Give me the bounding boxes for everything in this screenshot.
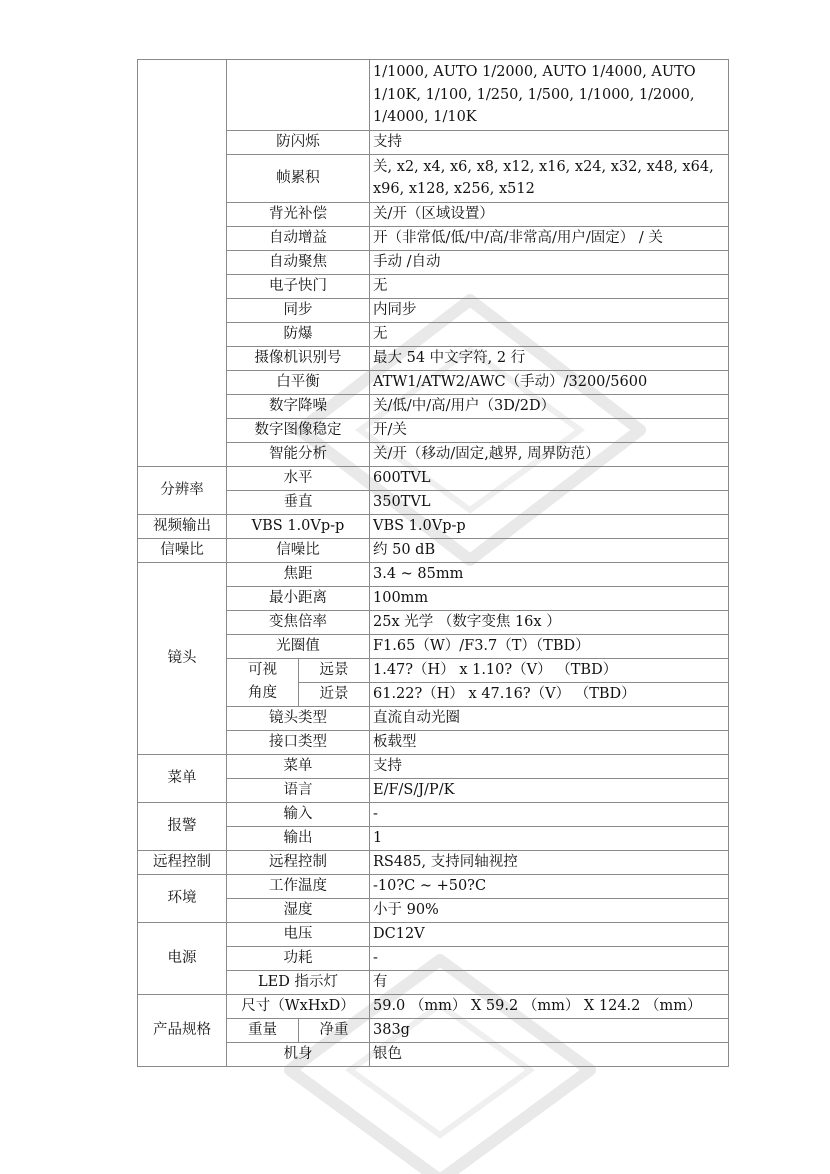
row-label: 自动聚焦	[227, 250, 370, 274]
table-row	[138, 970, 729, 994]
row-value: 支持	[370, 754, 729, 778]
group-label: 环境	[138, 874, 227, 922]
shutter-value: 1/1000, AUTO 1/2000, AUTO 1/4000, AUTO 1/10K, 1/100, 1/250, 1/500, 1/1000, 1/2000, 1/4000, 1/10K	[370, 60, 729, 131]
near-label: 近景	[299, 682, 370, 706]
table-row	[138, 874, 729, 898]
view-angle-label-line: 角度	[248, 685, 277, 701]
table-row	[138, 466, 729, 490]
row-label: 远程控制	[227, 850, 370, 874]
far-label: 远景	[299, 658, 370, 682]
row-label: 水平	[227, 466, 370, 490]
row-value: DC12V	[370, 922, 729, 946]
table-row	[138, 802, 729, 826]
row-label: VBS 1.0Vp-p	[227, 514, 370, 538]
table-row	[138, 826, 729, 850]
table-row	[138, 754, 729, 778]
row-value: 小于 90%	[370, 898, 729, 922]
table-row	[138, 610, 729, 634]
row-value: 无	[370, 274, 729, 298]
table-row	[138, 994, 729, 1018]
row-value: 600TVL	[370, 466, 729, 490]
near-value: 61.22?（H） x 47.16?（V） （TBD）	[370, 682, 729, 706]
row-label: 电压	[227, 922, 370, 946]
table-row	[138, 130, 729, 154]
row-value: -	[370, 802, 729, 826]
net-weight-label: 净重	[299, 1018, 370, 1042]
row-value: 直流自动光圈	[370, 706, 729, 730]
table-row	[138, 562, 729, 586]
table-row	[138, 250, 729, 274]
table-row	[138, 634, 729, 658]
view-angle-label-line: 可视	[248, 662, 277, 678]
row-label: 尺寸（WxHxD）	[227, 994, 370, 1018]
table-row	[138, 658, 729, 682]
row-label: 信噪比	[227, 538, 370, 562]
group-label: 报警	[138, 802, 227, 850]
row-value: 关, x2, x4, x6, x8, x12, x16, x24, x32, x48, x64, x96, x128, x256, x512	[370, 154, 729, 202]
row-label: 焦距	[227, 562, 370, 586]
row-value: -10?C ~ +50?C	[370, 874, 729, 898]
table-row	[138, 538, 729, 562]
row-value: 无	[370, 322, 729, 346]
row-label: 防闪烁	[227, 130, 370, 154]
table-row	[138, 946, 729, 970]
row-label: 机身	[227, 1042, 370, 1066]
row-value: 有	[370, 970, 729, 994]
table-row	[138, 850, 729, 874]
group-label: 电源	[138, 922, 227, 994]
row-value: 开/关	[370, 418, 729, 442]
row-value: 关/低/中/高/用户（3D/2D）	[370, 394, 729, 418]
row-label: 同步	[227, 298, 370, 322]
group-cell-camera	[138, 60, 227, 467]
row-value: 板载型	[370, 730, 729, 754]
row-value: ATW1/ATW2/AWC（手动）/3200/5600	[370, 370, 729, 394]
table-row	[138, 322, 729, 346]
row-value: F1.65（W）/F3.7（T）（TBD）	[370, 634, 729, 658]
row-value: 关/开（移动/固定,越界, 周界防范）	[370, 442, 729, 466]
row-value: E/F/S/J/P/K	[370, 778, 729, 802]
table-row	[138, 346, 729, 370]
table-row	[138, 898, 729, 922]
group-label: 菜单	[138, 754, 227, 802]
row-value: 手动 /自动	[370, 250, 729, 274]
row-label: 摄像机识别号	[227, 346, 370, 370]
row-value: VBS 1.0Vp-p	[370, 514, 729, 538]
row-label: 数字降噪	[227, 394, 370, 418]
row-value: RS485, 支持同轴视控	[370, 850, 729, 874]
table-row	[138, 922, 729, 946]
weight-label: 重量	[227, 1018, 299, 1042]
row-label: LED 指示灯	[227, 970, 370, 994]
table-row	[138, 418, 729, 442]
table-row	[138, 778, 729, 802]
row-value: 25x 光学 （数字变焦 16x ）	[370, 610, 729, 634]
row-value: 1	[370, 826, 729, 850]
table-row	[138, 202, 729, 226]
row-label: 光圈值	[227, 634, 370, 658]
row-label: 数字图像稳定	[227, 418, 370, 442]
far-value: 1.47?（H） x 1.10?（V） （TBD）	[370, 658, 729, 682]
row-label: 白平衡	[227, 370, 370, 394]
row-value: 关/开（区域设置）	[370, 202, 729, 226]
row-value: 内同步	[370, 298, 729, 322]
table-row	[138, 730, 729, 754]
row-value: 59.0 （mm） X 59.2 （mm） X 124.2 （mm）	[370, 994, 729, 1018]
table-row	[138, 706, 729, 730]
table-row	[138, 442, 729, 466]
table-row	[138, 514, 729, 538]
row-label: 最小距离	[227, 586, 370, 610]
table-row	[138, 274, 729, 298]
spec-table	[137, 59, 729, 1067]
row-label: 输出	[227, 826, 370, 850]
group-label: 产品规格	[138, 994, 227, 1066]
row-label: 镜头类型	[227, 706, 370, 730]
table-row	[138, 490, 729, 514]
row-label: 菜单	[227, 754, 370, 778]
table-row	[138, 370, 729, 394]
row-label: 语言	[227, 778, 370, 802]
row-label: 垂直	[227, 490, 370, 514]
row-value: 开（非常低/低/中/高/非常高/用户/固定） / 关	[370, 226, 729, 250]
group-label: 分辨率	[138, 466, 227, 514]
row-label: 背光补偿	[227, 202, 370, 226]
table-row	[138, 586, 729, 610]
table-row	[138, 394, 729, 418]
group-label: 远程控制	[138, 850, 227, 874]
row-value: 最大 54 中文字符, 2 行	[370, 346, 729, 370]
group-label: 镜头	[138, 562, 227, 754]
table-row	[138, 60, 729, 131]
row-label: 防爆	[227, 322, 370, 346]
row-value: 350TVL	[370, 490, 729, 514]
table-row	[138, 298, 729, 322]
group-label: 视频输出	[138, 514, 227, 538]
table-row	[138, 1042, 729, 1066]
row-value: 约 50 dB	[370, 538, 729, 562]
row-value: 3.4 ~ 85mm	[370, 562, 729, 586]
row-value: 383g	[370, 1018, 729, 1042]
row-label: 工作温度	[227, 874, 370, 898]
row-value: -	[370, 946, 729, 970]
table-row	[138, 1018, 729, 1042]
row-label: 湿度	[227, 898, 370, 922]
row-label: 自动增益	[227, 226, 370, 250]
row-value: 支持	[370, 130, 729, 154]
row-label: 智能分析	[227, 442, 370, 466]
row-label: 输入	[227, 802, 370, 826]
table-row	[138, 154, 729, 202]
row-label: 功耗	[227, 946, 370, 970]
row-value: 银色	[370, 1042, 729, 1066]
group-label: 信噪比	[138, 538, 227, 562]
row-label: 接口类型	[227, 730, 370, 754]
table-row	[138, 226, 729, 250]
row-value: 100mm	[370, 586, 729, 610]
row-label	[227, 60, 370, 131]
row-label: 帧累积	[227, 154, 370, 202]
view-angle-label	[227, 658, 299, 706]
row-label: 电子快门	[227, 274, 370, 298]
row-label: 变焦倍率	[227, 610, 370, 634]
